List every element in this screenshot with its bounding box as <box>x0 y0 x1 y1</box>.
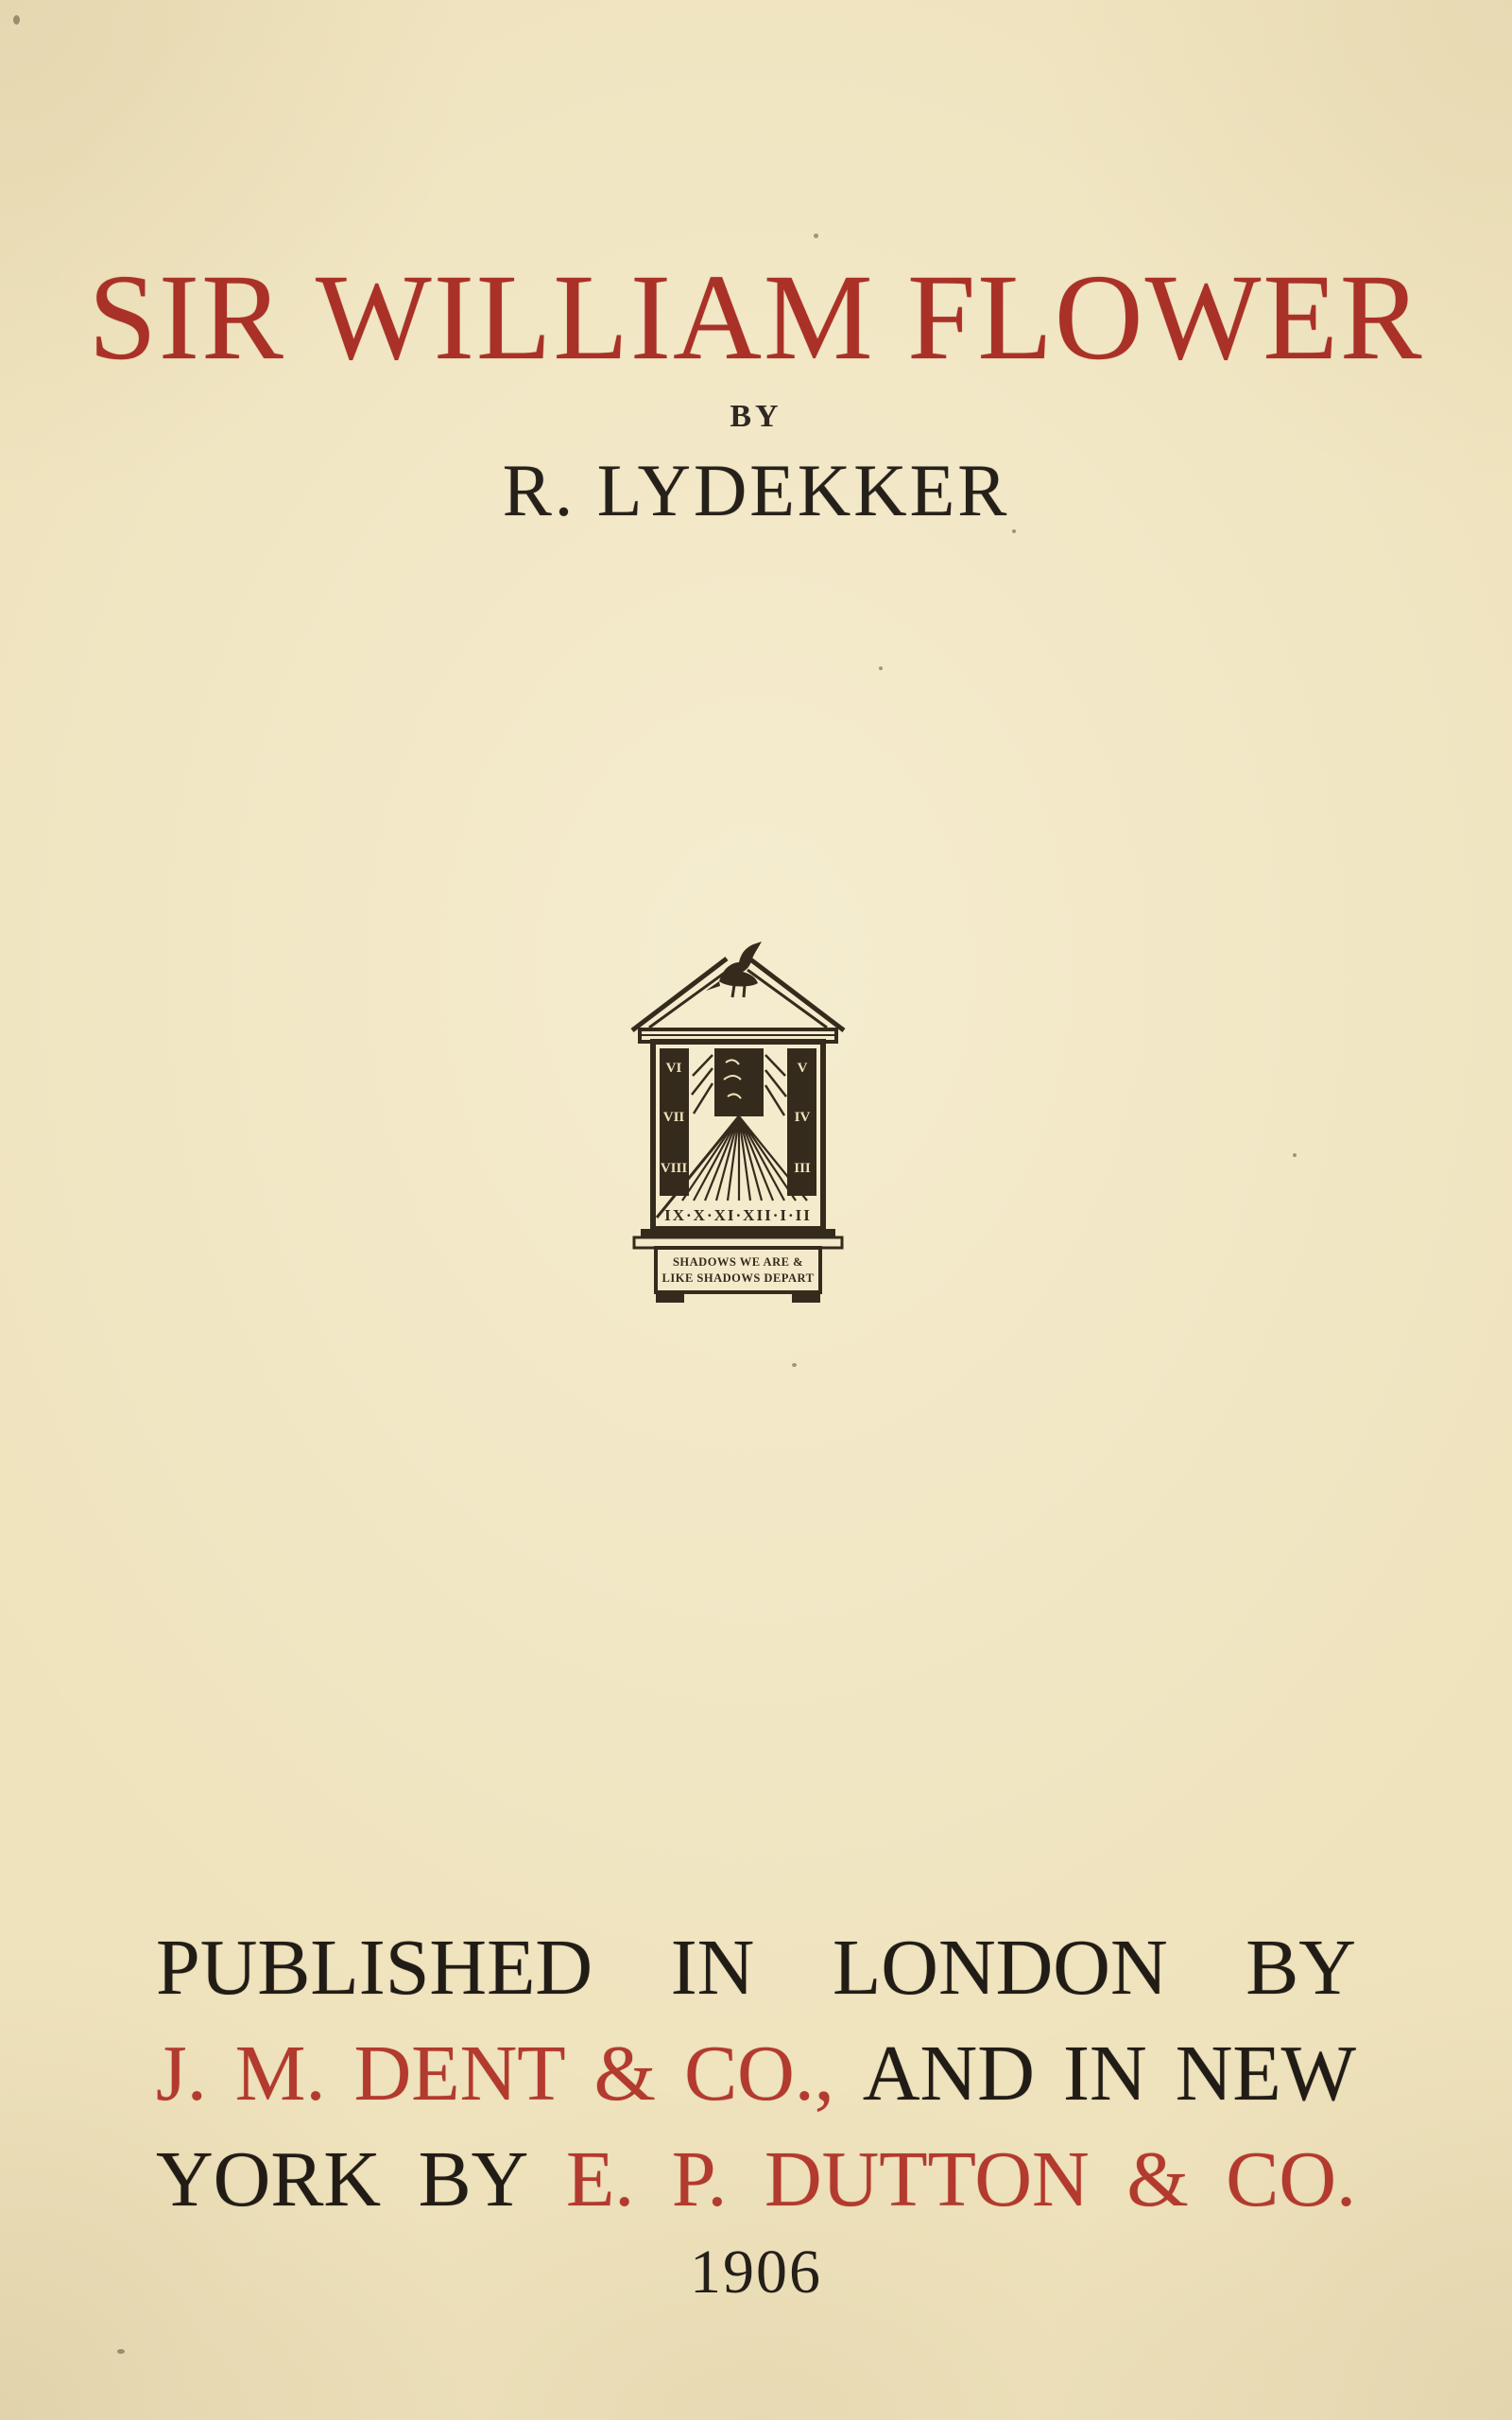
imprint-word: YORK <box>156 2135 382 2223</box>
paper-speck <box>117 2349 125 2354</box>
numeral-left-3: VIII <box>660 1161 688 1176</box>
imprint-word: BY <box>1246 1924 1356 2012</box>
imprint-word: DUTTON <box>764 2135 1090 2223</box>
imprint-word: NEW <box>1175 2030 1356 2118</box>
gnomon-plate <box>714 1048 764 1116</box>
paper-speck <box>792 1363 797 1367</box>
shadow-rays <box>671 1116 807 1201</box>
motto-line-2: LIKE SHADOWS DEPART <box>662 1271 815 1285</box>
imprint-word: M. <box>234 2030 326 2118</box>
imprint-word: AND <box>862 2030 1035 2118</box>
imprint-word: BY <box>418 2135 529 2223</box>
paper-speck <box>879 666 883 670</box>
imprint-word: DENT <box>353 2030 566 2118</box>
imprint-word: CO. <box>1226 2135 1356 2223</box>
numeral-left-2: VII <box>662 1110 685 1125</box>
imprint-line-1 <box>156 1915 1356 2021</box>
numeral-left-1: VI <box>665 1061 682 1076</box>
paper-speck <box>814 233 818 238</box>
imprint-word: & <box>593 2030 656 2118</box>
imprint-word: J. <box>156 2030 207 2118</box>
numeral-right-2: IV <box>794 1110 811 1125</box>
motto-line-1: SHADOWS WE ARE & <box>672 1255 804 1269</box>
imprint-word: P. <box>671 2135 728 2223</box>
imprint-word: & <box>1126 2135 1189 2223</box>
imprint-word: IN <box>1062 2030 1147 2118</box>
publication-year: 1906 <box>690 2238 822 2307</box>
paper-speck <box>13 15 20 25</box>
imprint-line-2 <box>156 2021 1356 2127</box>
imprint-block <box>156 1915 1356 2233</box>
paper-speck <box>1012 529 1016 533</box>
byline-label: BY <box>730 399 782 434</box>
plinth-foot-right <box>792 1292 820 1303</box>
imprint-word: LONDON <box>833 1924 1168 2012</box>
sundial-emblem-icon <box>628 938 848 1306</box>
page-title: SIR WILLIAM FLOWER <box>88 250 1424 387</box>
bird-legs <box>732 985 745 997</box>
imprint-word: E. <box>565 2135 635 2223</box>
imprint-word: CO., <box>684 2030 834 2118</box>
author-name: R. LYDEKKER <box>502 449 1010 531</box>
numeral-right-1: V <box>797 1061 808 1076</box>
imprint-line-3 <box>156 2127 1356 2233</box>
imprint-word: IN <box>670 1924 755 2012</box>
plinth-foot-left <box>656 1292 684 1303</box>
paper-speck <box>1293 1153 1297 1157</box>
publisher-device <box>628 938 848 1306</box>
imprint-word: PUBLISHED <box>156 1924 593 2012</box>
numeral-right-3: III <box>794 1161 811 1176</box>
numerals-bottom-row: IX·X·XI·XII·I·II <box>664 1206 812 1224</box>
